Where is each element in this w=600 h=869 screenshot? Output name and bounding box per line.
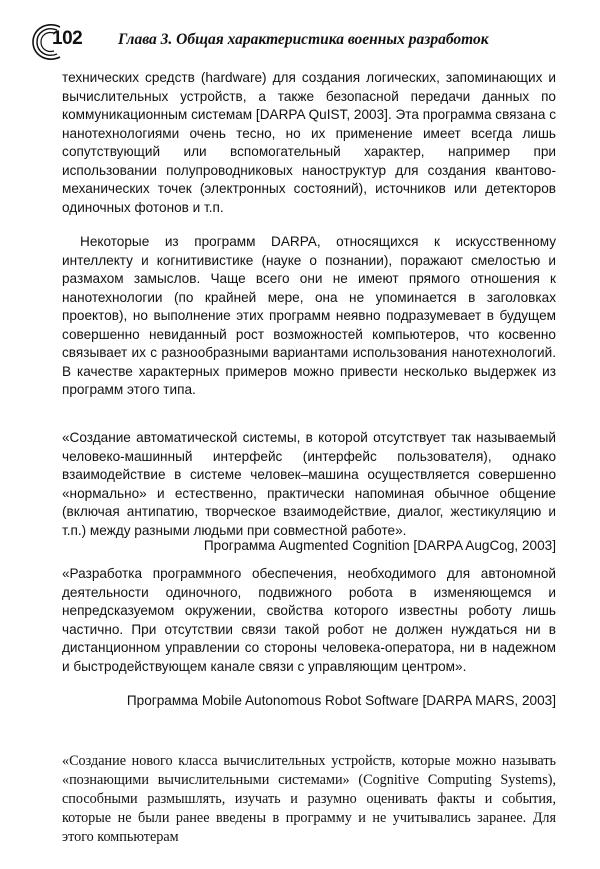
quote-cognitive-computing: «Создание нового класса вычислительных устройств, которые можно называть «познающими вычислительными системами» (Cognitive Computing Systems), способными размышлять, изучать и разумно оценивать факты и события, которые не были ранее введены в программу и не учитывались заранее. Для этого компьютерам (62, 753, 556, 845)
page-number: 102 (52, 28, 83, 49)
quote-augmented-cognition: «Создание автоматической системы, в которой отсутствует так называемый человеко-машинный интерфейс (интерфейс пользователя), однако взаимодействие в системе человек–машина осуществляется совершенно «нормально» и естественно, практически напоминая обычное общение (включая антипатию, творческое взаимодействие, диалог, жестикуляцию и т.п.) между разными людьми при совместной работе». (62, 430, 556, 538)
paragraph-2: Некоторые из программ DARPA, относящихся к искусственному интеллекту и когнитивистике (науке о познании), поражают смелостью и размахом замыслов. Чаще всего они не имеют прямого отношения к нанотехнологии (по крайней мере, она не упоминается в заголовках проектов), но выполнение этих программ неявно подразумевает в будущем совершенно невиданный рост возможностей компьютеров, что косвенно связывает их с разнообразными вариантами использования нанотехнологий. В качестве характерных примеров можно привести несколько выдержек из программ этого типа. (62, 234, 556, 397)
quote-source-mars: Программа Mobile Autonomous Robot Software [DARPA MARS, 2003] (126, 693, 556, 708)
page-header (30, 22, 550, 60)
paragraph-1: технических средств (hardware) для создания логических, запоминающих и вычислительных устройств, а также безопасной передачи данных по коммуникационным системам [DARPA QuIST, 2003]. Эта программа связана с нанотехнологиями очень тесно, но их применение имеет всегда лишь сопутствующий или вспомогательный характер, например при использовании полупроводниковых наноструктур для создания квантово-механических точек (электронных состояний), источников или детекторов одиночных фотонов и т.п. (62, 70, 556, 215)
quote-mobile-robot: «Разработка программного обеспечения, необходимого для автономной деятельности одиночного, подвижного робота в изменяющемся и непредсказуемом окружении, свойства которого известны роботу лишь частично. При отсутствии связи такой робот не должен нуждаться ни в дистанционном управлении со стороны человека-оператора, ни в надежном и быстродействующем канале связи с управляющим центром». (62, 566, 556, 674)
quote-source-augcog: Программа Augmented Cognition [DARPA AugCog, 2003] (203, 538, 556, 553)
running-title: Глава 3. Общая характеристика военных разработок (118, 31, 489, 48)
